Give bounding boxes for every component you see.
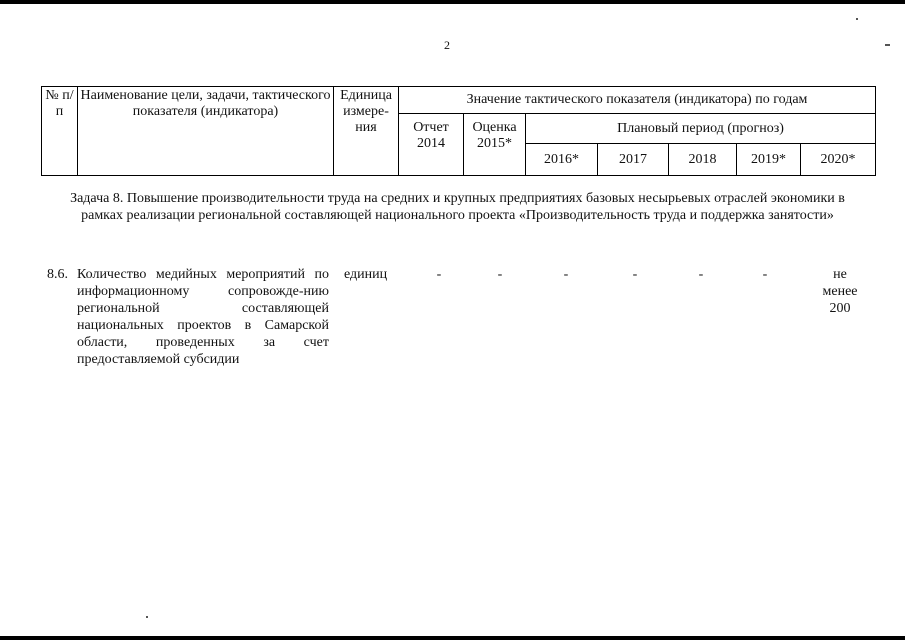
scan-top-edge (0, 0, 905, 4)
header-name: Наименование цели, задачи, тактического показателя (индикатора) (78, 87, 334, 176)
scan-speck (885, 44, 890, 46)
header-year: 2016* (526, 144, 598, 176)
indicator-table-header (41, 86, 876, 176)
row-value-2018: - (698, 267, 704, 282)
row-value-2019: - (762, 267, 768, 282)
row-value-2015: - (497, 267, 503, 282)
header-estimate-2015: Оценка 2015* (464, 114, 526, 176)
header-year: 2018 (669, 144, 737, 176)
task-heading: Задача 8. Повышение производительности труда на средних и крупных предприятиях базовых несырьевых отраслей экономики в рамках реализации региональной составляющей национального проекта «Производительность труда и поддержка занятости» (70, 191, 845, 223)
page-number: 2 (444, 38, 450, 52)
row-number: 8.6. (47, 267, 68, 282)
row-value-2016: - (563, 267, 569, 282)
header-unit: Единица измере-ния (334, 87, 399, 176)
header-number: № п/п (42, 87, 78, 176)
row-indicator-name: Количество медийных мероприятий по информационному сопровожде-нию региональной составляющей национальных проектов в Самарской области, проведенных за счет предоставляемой субсидии (77, 267, 329, 367)
header-year: 2019* (737, 144, 801, 176)
header-year: 2020* (801, 144, 876, 176)
scan-bottom-edge (0, 636, 905, 640)
row-value-2014: - (436, 267, 442, 282)
scan-speck (146, 616, 148, 618)
scan-speck (856, 18, 858, 20)
row-value-2020: не менее 200 (822, 267, 858, 316)
row-value-2017: - (632, 267, 638, 282)
header-report-2014: Отчет 2014 (399, 114, 464, 176)
header-year: 2017 (598, 144, 669, 176)
header-plan-period: Плановый период (прогноз) (526, 114, 876, 144)
row-unit: единиц (344, 267, 388, 282)
header-values: Значение тактического показателя (индикатора) по годам (399, 87, 876, 114)
